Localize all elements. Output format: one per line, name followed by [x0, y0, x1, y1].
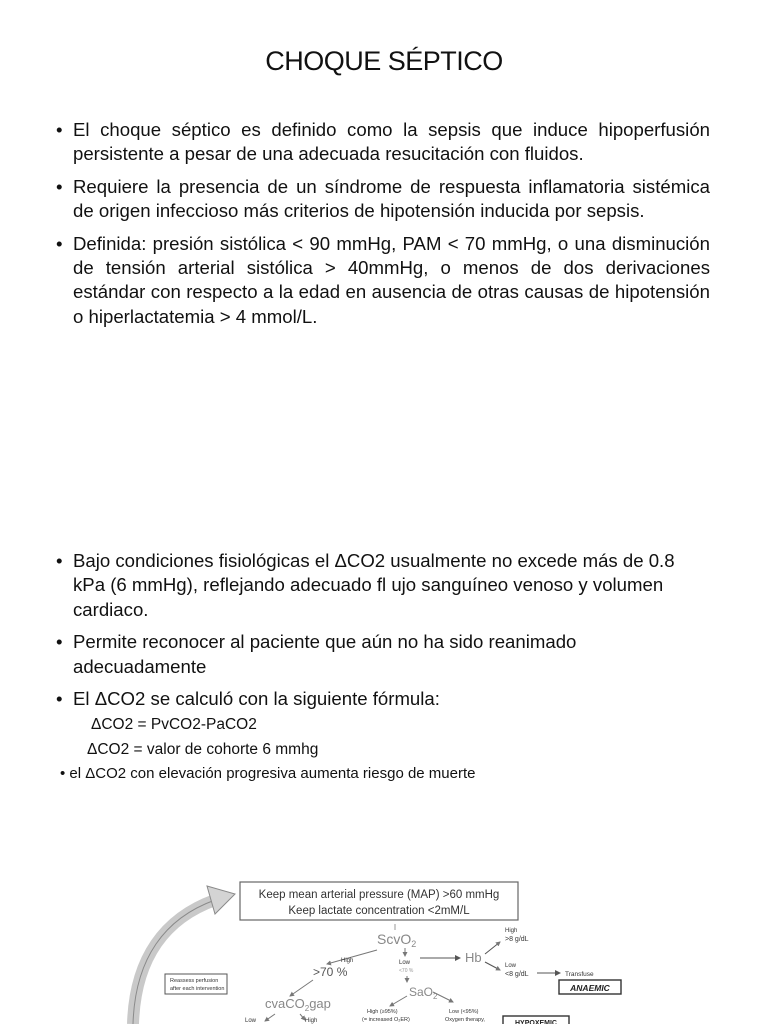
sao2-high-note: (= increased O₂ER): [362, 1017, 410, 1023]
formula-cohort-value: ΔCO2 = valor de cohorte 6 mmhg: [87, 741, 319, 758]
bullet-item: • Requiere la presencia de un síndrome de respuesta inflamatoria sistémica de origen infeccioso más criterios de hipotensión inducida por sepsis.: [56, 175, 710, 224]
map-target-text: Keep mean arterial pressure (MAP) >60 mmHg: [258, 889, 500, 901]
gap-low-arrow: [265, 1014, 275, 1021]
gap-high-label: High: [305, 1018, 318, 1024]
bullet-item: • Bajo condiciones fisiológicas el ΔCO2 usualmente no excede más de 0.8 kPa (6 mmHg), reflejando adecuado fl ujo sanguíneo venoso y volumen cardiaco.: [56, 549, 710, 622]
sao2-high-arrow: [390, 996, 407, 1006]
resuscitation-flow-diagram: [115, 878, 655, 1024]
reassess-text-line2: after each intervention: [170, 986, 225, 992]
sao2-low-note: Oxygen therapy,: [445, 1017, 485, 1023]
bullet-item: • El ΔCO2 se calculó con la siguiente fórmula:: [56, 687, 710, 711]
definition-bullets: [56, 118, 710, 337]
hb-node: Hb: [465, 950, 482, 965]
high-label: High: [341, 958, 354, 964]
mortality-bullet-text: el ΔCO2 con elevación progresiva aumenta riesgo de muerte: [69, 765, 476, 782]
low-label: Low: [399, 960, 411, 966]
bullet-item: • Permite reconocer al paciente que aún no ha sido reanimado adecuadamente: [56, 630, 710, 679]
reassess-loop-arrowhead: [207, 886, 235, 914]
formula-delta-co2: ΔCO2 = PvCO2-PaCO2: [91, 716, 257, 733]
hypoxemic-label: HYPOXEMIC: [514, 1020, 558, 1024]
hb-low-label: Low: [505, 963, 517, 969]
hb-low-value: <8 g/dL: [505, 971, 529, 978]
scvo2-node: ScvO$_2$: [377, 931, 417, 949]
mortality-bullet: [60, 765, 476, 782]
sao2-low-label: Low (<95%): [449, 1009, 479, 1015]
hb-high-value: >8 g/dL: [505, 936, 529, 943]
gt70-label: >70 %: [313, 965, 348, 979]
sao2-node: SaO$_2$: [409, 985, 438, 1001]
hb-high-label: High: [505, 928, 518, 934]
bullet-item: • El choque séptico es definido como la sepsis que induce hipoperfusión persistente a pesar de una adecuada resucitación con fluidos.: [56, 118, 710, 167]
delta-co2-bullets: [56, 549, 710, 719]
hb-high-arrow: [485, 942, 500, 954]
hb-low-arrow: [485, 962, 500, 970]
gap-low-label: Low: [245, 1018, 257, 1024]
anaemic-label: ANAEMIC: [570, 983, 610, 993]
page-title: CHOQUE SÉPTICO: [265, 46, 503, 76]
lt70-label: <70 %: [399, 968, 414, 974]
reassess-text-line1: Reassess perfusion: [170, 978, 219, 984]
lactate-target-text: Keep lactate concentration <2mM/L: [288, 905, 470, 917]
gt70-to-gap-arrow: [290, 980, 313, 996]
transfuse-label: Transfuse: [565, 971, 594, 978]
cvaco2-gap-node: cvaCO$_2$gap: [265, 996, 331, 1013]
bullet-item: • Definida: presión sistólica < 90 mmHg, PAM < 70 mmHg, o una disminución de tensión arterial sistólica > 40mmHg, o menos de dos derivaciones estándar con respecto a la edad en ausencia de otras causas de hipotensión o hiperlactatemia > 4 mmol/L.: [56, 232, 710, 330]
sao2-high-label: High (≥95%): [367, 1009, 398, 1015]
